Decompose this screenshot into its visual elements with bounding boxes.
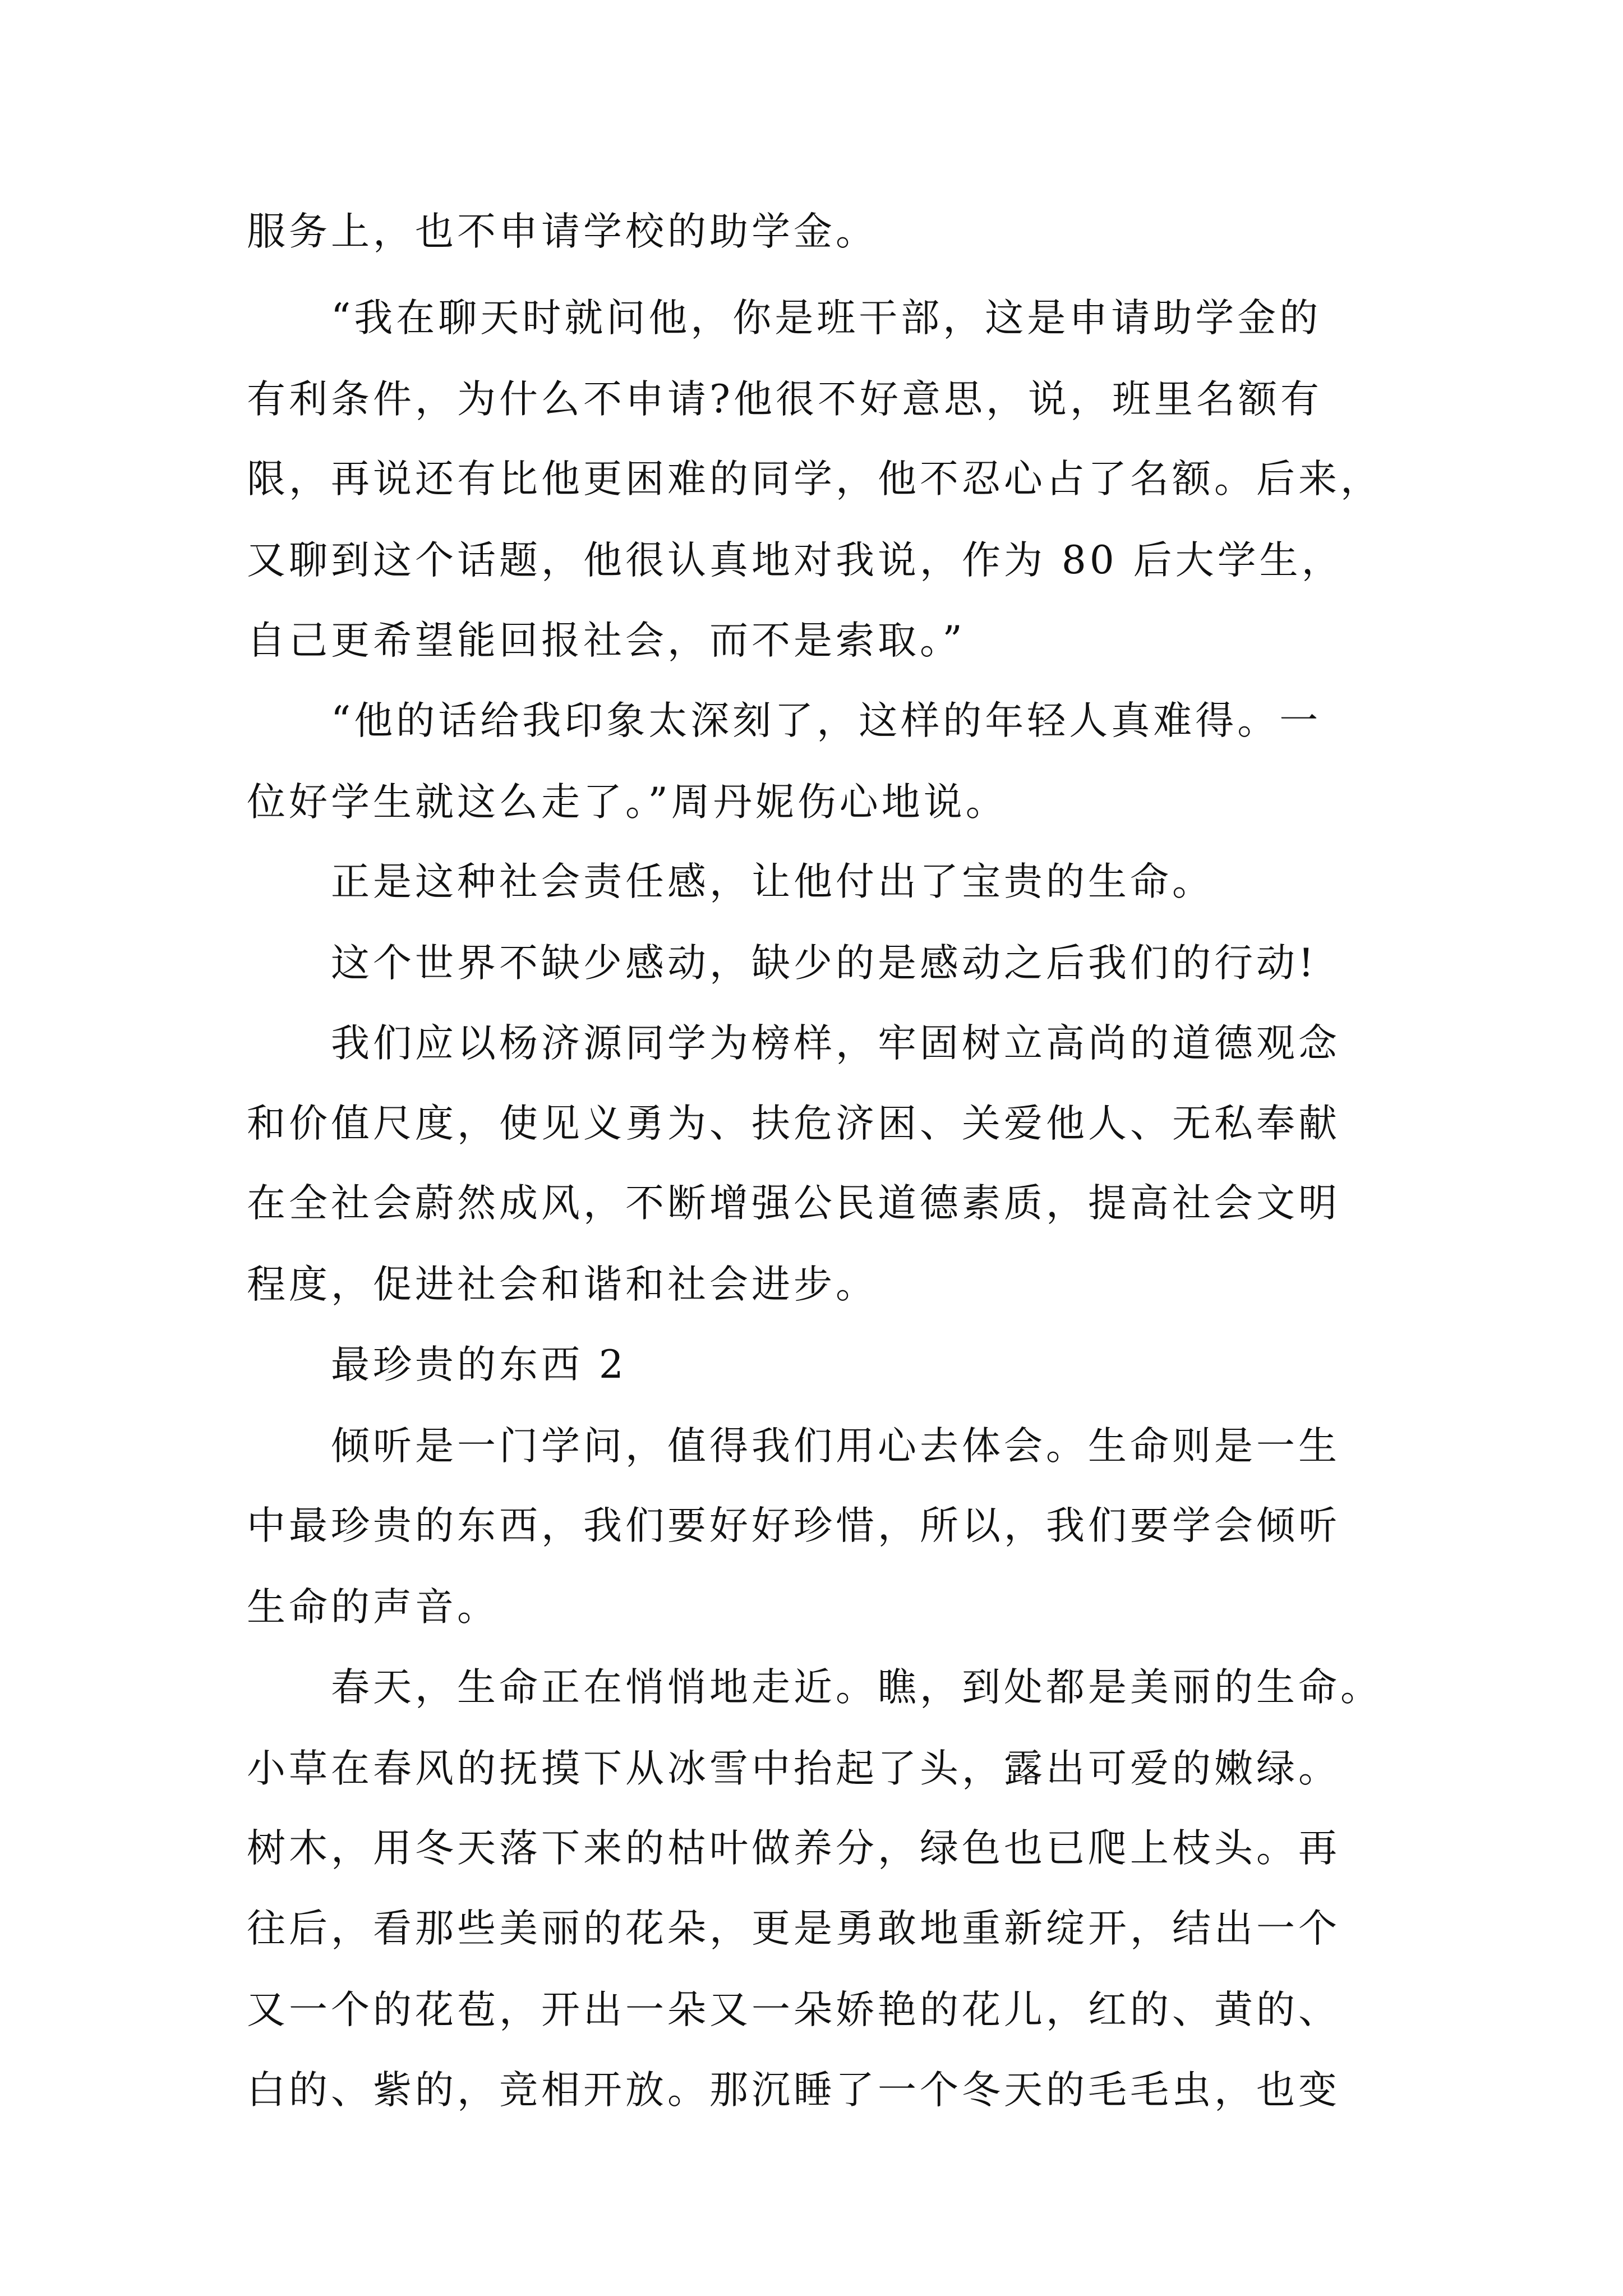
- text-line: 有利条件，为什么不申请?他很不好意思，说，班里名额有: [247, 377, 1322, 422]
- text-line: 小草在春风的抚摸下从冰雪中抬起了头，露出可爱的嫩绿。: [247, 1746, 1340, 1791]
- text-line: 往后，看那些美丽的花朵，更是勇敢地重新绽开，结出一个: [247, 1906, 1340, 1951]
- text-line: 正是这种社会责任感，让他付出了宝贵的生命。: [331, 859, 1214, 904]
- text-line: 中最珍贵的东西，我们要好好珍惜，所以，我们要学会倾听: [247, 1503, 1340, 1548]
- text-line: 位好学生就这么走了。”周丹妮伤心地说。: [247, 780, 1008, 825]
- text-line: 和价值尺度，使见义勇为、扶危济困、关爱他人、无私奉献: [247, 1101, 1340, 1146]
- text-line: 倾听是一门学问，值得我们用心去体会。生命则是一生: [331, 1424, 1340, 1469]
- text-line: 白的、紫的，竞相开放。那沉睡了一个冬天的毛毛虫，也变: [247, 2068, 1340, 2113]
- text-line: “我在聊天时就问他，你是班干部，这是申请助学金的: [331, 296, 1322, 341]
- text-line: 限，再说还有比他更困难的同学，他不忍心占了名额。后来，: [247, 457, 1382, 501]
- text-line: 又聊到这个话题，他很认真地对我说，作为 80 后大学生，: [247, 538, 1344, 583]
- text-line: 服务上，也不申请学校的助学金。: [247, 209, 878, 254]
- text-line: 春天，生命正在悄悄地走近。瞧，到处都是美丽的生命。: [331, 1665, 1382, 1710]
- text-line: 程度，促进社会和谐和社会进步。: [247, 1262, 878, 1307]
- text-line: 我们应以杨济源同学为榜样，牢固树立高尚的道德观念: [331, 1021, 1340, 1066]
- text-line: “他的话给我印象太深刻了，这样的年轻人真难得。一: [331, 698, 1322, 743]
- text-line: 这个世界不缺少感动，缺少的是感动之后我们的行动!: [331, 941, 1317, 986]
- text-line: 树木，用冬天落下来的枯叶做养分，绿色也已爬上枝头。再: [247, 1826, 1340, 1871]
- text-line: 又一个的花苞，开出一朵又一朵娇艳的花儿，红的、黄的、: [247, 1987, 1340, 2032]
- section-heading: 最珍贵的东西 2: [331, 1342, 627, 1387]
- text-line: 在全社会蔚然成风，不断增强公民道德素质，提高社会文明: [247, 1181, 1340, 1226]
- text-line: 生命的声音。: [247, 1585, 499, 1630]
- text-line: 自己更希望能回报社会，而不是索取。”: [247, 618, 966, 663]
